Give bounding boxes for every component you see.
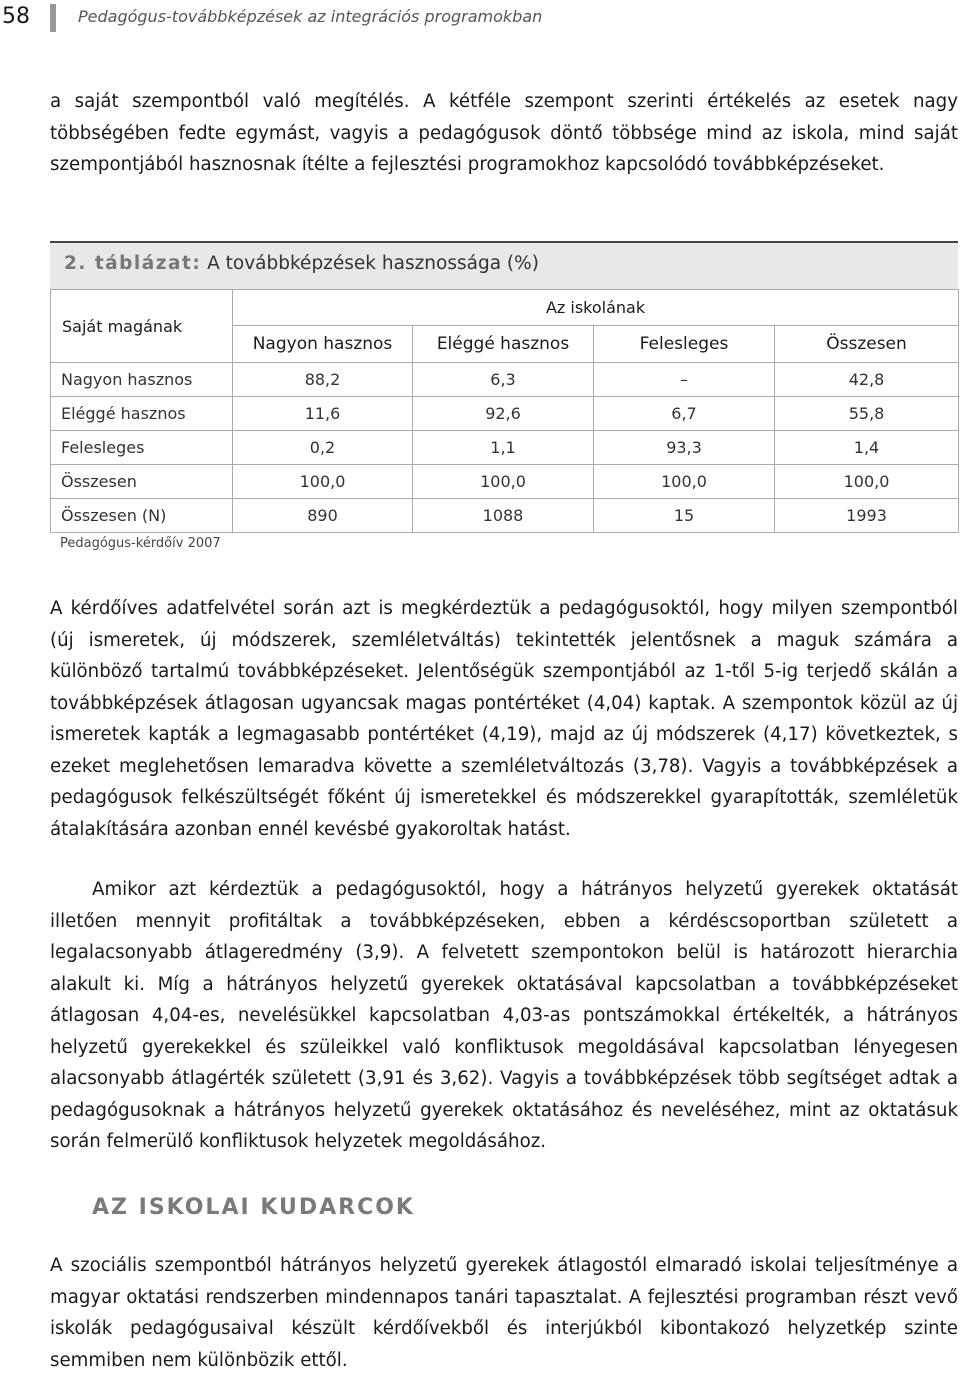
page-header [0, 0, 960, 40]
table-row [51, 465, 959, 499]
table-cell: 6,3 [413, 363, 594, 397]
table-cell: 1,1 [413, 431, 594, 465]
page-number: 58 [2, 4, 30, 29]
table-cell: 100,0 [413, 465, 594, 499]
body-paragraph: A szociális szempontból hátrányos helyzetű gyerekek átlagostól elmaradó iskolai teljesítménye a magyar oktatási rendszerben mindennapos tanári tapasztalat. A fejlesztési programban részt vevő iskolák pedagógusaival készült kérdőívekből és interjúkból kibontakozó helyzetkép szinte semmiben nem különbözik ettől. [50, 1255, 958, 1371]
column-header: Eléggé hasznos [413, 326, 594, 363]
row-label: Összesen (N) [51, 499, 233, 533]
table-cell: 88,2 [233, 363, 413, 397]
table-row [51, 499, 959, 533]
table-row [51, 363, 959, 397]
table-cell: 100,0 [233, 465, 413, 499]
table-cell: – [594, 363, 775, 397]
table-cell: 100,0 [775, 465, 959, 499]
table-cell: 6,7 [594, 397, 775, 431]
table-title [50, 241, 958, 289]
table-2 [50, 241, 958, 533]
table-source: Pedagógus-kérdőív 2007 [60, 536, 221, 551]
table-cell: 890 [233, 499, 413, 533]
usefulness-table [50, 289, 959, 533]
table-cell: 93,3 [594, 431, 775, 465]
running-title: Pedagógus-továbbképzések az integrációs programokban [78, 7, 543, 26]
table-label: 2. táblázat: [64, 253, 202, 274]
section-heading: AZ ISKOLAI KUDARCOK [92, 1195, 415, 1220]
column-header: Felesleges [594, 326, 775, 363]
table-cell: 1088 [413, 499, 594, 533]
row-label: Összesen [51, 465, 233, 499]
column-header: Nagyon hasznos [233, 326, 413, 363]
row-label: Felesleges [51, 431, 233, 465]
table-cell: 0,2 [233, 431, 413, 465]
table-cell: 55,8 [775, 397, 959, 431]
table-cell: 100,0 [594, 465, 775, 499]
header-divider [50, 4, 56, 32]
table-cell: 92,6 [413, 397, 594, 431]
table-cell: 11,6 [233, 397, 413, 431]
column-group-label: Az iskolának [233, 290, 959, 326]
table-cell: 1993 [775, 499, 959, 533]
table-cell: 1,4 [775, 431, 959, 465]
table-cell: 42,8 [775, 363, 959, 397]
row-label: Eléggé hasznos [51, 397, 233, 431]
table-row [51, 397, 959, 431]
body-paragraph: Amikor azt kérdeztük a pedagógusoktól, hogy a hátrányos helyzetű gyerekek oktatását illetően mennyit profitáltak a továbbképzéseken, ebben a kérdéscsoportban született a legalacsonyabb átlageredmény (3,9). A felvetett szempontokon belül is határozott hierarchia alakult ki. Míg a hátrányos helyzetű gyerekek oktatásával kapcsolatban a továbbképzéseket átlagosan 4,04-es, nevelésükkel kapcsolatban 4,03-as pontszámokkal értékelték, a hátrányos helyzetű gyerekekkel és szüleikkel való konfliktusok megoldásával kapcsolatban lényegesen alacsonyabb átlagérték született (3,91 és 3,62). Vagyis a továbbképzések több segítséget adtak a pedagógusoknak a hátrányos helyzetű gyerekek oktatásához és neveléséhez, mint az oktatásuk során felmerülő konfliktusok helyzetek megoldásához. [50, 879, 958, 1152]
intro-paragraph: a saját szempontból való megítélés. A kétféle szempont szerinti értékelés az esetek nagy többségében fedte egymást, vagyis a pedagógusok döntő többsége mind az iskola, mind saját szempontjából hasznosnak ítélte a fejlesztési programokhoz kapcsolódó továbbképzéseket. [50, 91, 958, 175]
row-header-label: Saját magának [51, 290, 233, 363]
table-row [51, 431, 959, 465]
table-cell: 15 [594, 499, 775, 533]
body-paragraph: A kérdőíves adatfelvétel során azt is megkérdeztük a pedagógusoktól, hogy milyen szempontból (új ismeretek, új módszerek, szemléletváltás) tekintették jelentősnek a maguk számára a különböző tartalmú továbbképzéseket. Jelentőségük szempontjából az 1-től 5-ig terjedő skálán a továbbképzések átlagosan ugyancsak magas pontértéket (4,04) kaptak. A szempontok közül az új ismeretek kapták a legmagasabb pontértéket (4,19), majd az új módszerek (4,17) következtek, s ezeket meglehetősen lemaradva követte a szemléletváltozás (3,78). Vagyis a továbbképzések a pedagógusok felkészültségét főként új ismeretekkel és módszerekkel gyarapították, szemléletük átalakítására azonban ennél kevésbé gyakoroltak hatást. [50, 598, 958, 840]
row-label: Nagyon hasznos [51, 363, 233, 397]
table-caption: A továbbképzések hasznossága (%) [207, 253, 539, 274]
column-header: Összesen [775, 326, 959, 363]
